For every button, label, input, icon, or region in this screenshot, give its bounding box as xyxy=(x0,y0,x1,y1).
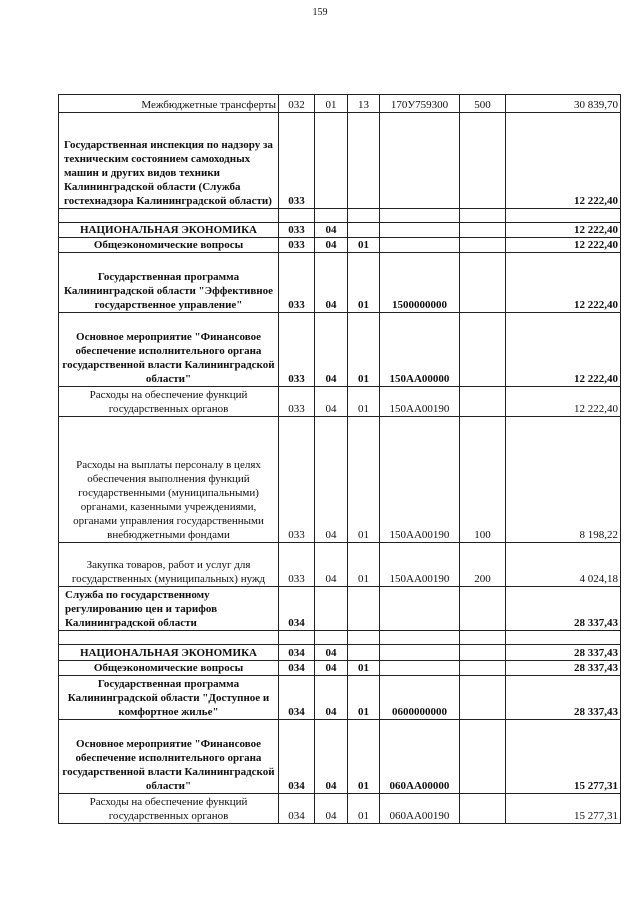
subsection-code: 01 xyxy=(348,253,380,313)
expense-type-code xyxy=(460,238,506,253)
spacer-cell xyxy=(380,631,460,645)
table-row xyxy=(59,587,621,631)
section-code xyxy=(315,113,348,209)
section-code: 04 xyxy=(315,238,348,253)
target-article-code xyxy=(380,645,460,661)
budget-table xyxy=(58,94,621,824)
table-row xyxy=(59,113,621,209)
table-row xyxy=(59,253,621,313)
amount: 4 024,18 xyxy=(506,543,621,587)
target-article-code: 0600000000 xyxy=(380,676,460,720)
section-code xyxy=(315,587,348,631)
item-name: Служба по государственному регулированию цен и тарифов Калининградской области xyxy=(59,587,279,631)
amount: 28 337,43 xyxy=(506,587,621,631)
amount: 12 222,40 xyxy=(506,238,621,253)
section-code: 04 xyxy=(315,387,348,417)
amount: 12 222,40 xyxy=(506,223,621,238)
admin-code: 034 xyxy=(279,587,315,631)
item-name: Межбюджетные трансферты xyxy=(59,95,279,113)
target-article-code xyxy=(380,587,460,631)
subsection-code: 01 xyxy=(348,676,380,720)
item-name: Закупка товаров, работ и услуг для государственных (муниципальных) нужд xyxy=(59,543,279,587)
subsection-code: 13 xyxy=(348,95,380,113)
amount: 30 839,70 xyxy=(506,95,621,113)
target-article-code xyxy=(380,661,460,676)
item-name: НАЦИОНАЛЬНАЯ ЭКОНОМИКА xyxy=(59,223,279,238)
admin-code: 033 xyxy=(279,223,315,238)
table-row xyxy=(59,95,621,113)
spacer-cell xyxy=(506,209,621,223)
admin-code: 034 xyxy=(279,676,315,720)
table-row xyxy=(59,223,621,238)
expense-type-code xyxy=(460,794,506,824)
subsection-code: 01 xyxy=(348,417,380,543)
admin-code: 033 xyxy=(279,313,315,387)
admin-code: 033 xyxy=(279,387,315,417)
table-row xyxy=(59,543,621,587)
section-code: 04 xyxy=(315,720,348,794)
target-article-code: 150АА00190 xyxy=(380,543,460,587)
target-article-code xyxy=(380,238,460,253)
admin-code: 034 xyxy=(279,661,315,676)
item-name: Государственная инспекция по надзору за техническим состоянием самоходных машин и других видов техники Калининградской области (Служба гостехнадзора Калининградской области) xyxy=(59,113,279,209)
table-row xyxy=(59,661,621,676)
subsection-code xyxy=(348,223,380,238)
section-code: 04 xyxy=(315,661,348,676)
amount: 8 198,22 xyxy=(506,417,621,543)
item-name: Общеэкономические вопросы xyxy=(59,238,279,253)
target-article-code xyxy=(380,113,460,209)
amount: 12 222,40 xyxy=(506,113,621,209)
amount: 15 277,31 xyxy=(506,794,621,824)
item-name: Основное мероприятие "Финансовое обеспечение исполнительного органа государственной власти Калининградской области" xyxy=(59,720,279,794)
section-code: 04 xyxy=(315,253,348,313)
expense-type-code xyxy=(460,645,506,661)
amount: 12 222,40 xyxy=(506,313,621,387)
admin-code: 032 xyxy=(279,95,315,113)
expense-type-code xyxy=(460,387,506,417)
item-name: Общеэкономические вопросы xyxy=(59,661,279,676)
admin-code: 034 xyxy=(279,794,315,824)
table-row xyxy=(59,417,621,543)
table-row xyxy=(59,720,621,794)
spacer-row xyxy=(59,631,621,645)
target-article-code xyxy=(380,223,460,238)
amount: 12 222,40 xyxy=(506,387,621,417)
spacer-cell xyxy=(380,209,460,223)
section-code: 04 xyxy=(315,794,348,824)
expense-type-code xyxy=(460,587,506,631)
amount: 28 337,43 xyxy=(506,645,621,661)
item-name: НАЦИОНАЛЬНАЯ ЭКОНОМИКА xyxy=(59,645,279,661)
table-row xyxy=(59,313,621,387)
section-code: 04 xyxy=(315,313,348,387)
table-row xyxy=(59,387,621,417)
spacer-cell xyxy=(348,209,380,223)
section-code: 04 xyxy=(315,676,348,720)
admin-code: 034 xyxy=(279,645,315,661)
admin-code: 033 xyxy=(279,417,315,543)
spacer-cell xyxy=(315,209,348,223)
subsection-code: 01 xyxy=(348,720,380,794)
spacer-cell xyxy=(59,209,279,223)
page-number: 159 xyxy=(312,7,328,18)
table-row xyxy=(59,238,621,253)
spacer-cell xyxy=(460,209,506,223)
item-name: Основное мероприятие "Финансовое обеспечение исполнительного органа государственной власти Калининградской области" xyxy=(59,313,279,387)
expense-type-code: 500 xyxy=(460,95,506,113)
expense-type-code: 100 xyxy=(460,417,506,543)
subsection-code xyxy=(348,587,380,631)
target-article-code: 150АА00190 xyxy=(380,387,460,417)
item-name: Расходы на обеспечение функций государственных органов xyxy=(59,387,279,417)
table-row xyxy=(59,645,621,661)
table-row xyxy=(59,794,621,824)
subsection-code: 01 xyxy=(348,543,380,587)
admin-code: 033 xyxy=(279,113,315,209)
amount: 12 222,40 xyxy=(506,253,621,313)
amount: 28 337,43 xyxy=(506,661,621,676)
subsection-code: 01 xyxy=(348,794,380,824)
spacer-cell xyxy=(279,631,315,645)
section-code: 04 xyxy=(315,543,348,587)
subsection-code: 01 xyxy=(348,238,380,253)
target-article-code: 060АА00190 xyxy=(380,794,460,824)
expense-type-code xyxy=(460,253,506,313)
target-article-code: 170У759300 xyxy=(380,95,460,113)
item-name: Государственная программа Калининградской области "Доступное и комфортное жилье" xyxy=(59,676,279,720)
target-article-code: 150АА00000 xyxy=(380,313,460,387)
expense-type-code xyxy=(460,313,506,387)
subsection-code: 01 xyxy=(348,387,380,417)
subsection-code: 01 xyxy=(348,661,380,676)
spacer-row xyxy=(59,209,621,223)
table-row xyxy=(59,676,621,720)
admin-code: 033 xyxy=(279,238,315,253)
expense-type-code xyxy=(460,223,506,238)
amount: 28 337,43 xyxy=(506,676,621,720)
item-name: Государственная программа Калининградской области "Эффективное государственное управление" xyxy=(59,253,279,313)
expense-type-code xyxy=(460,720,506,794)
spacer-cell xyxy=(279,209,315,223)
admin-code: 034 xyxy=(279,720,315,794)
section-code: 04 xyxy=(315,645,348,661)
subsection-code: 01 xyxy=(348,313,380,387)
target-article-code: 060АА00000 xyxy=(380,720,460,794)
section-code: 01 xyxy=(315,95,348,113)
spacer-cell xyxy=(315,631,348,645)
expense-type-code xyxy=(460,676,506,720)
spacer-cell xyxy=(348,631,380,645)
expense-type-code: 200 xyxy=(460,543,506,587)
spacer-cell xyxy=(59,631,279,645)
section-code: 04 xyxy=(315,223,348,238)
section-code: 04 xyxy=(315,417,348,543)
expense-type-code xyxy=(460,113,506,209)
item-name: Расходы на выплаты персоналу в целях обеспечения выполнения функций государственными (муниципальными) органами, казенными учреждениями, органами управления государственными внебюджетными фондами xyxy=(59,417,279,543)
target-article-code: 150АА00190 xyxy=(380,417,460,543)
subsection-code xyxy=(348,113,380,209)
spacer-cell xyxy=(460,631,506,645)
spacer-cell xyxy=(506,631,621,645)
item-name: Расходы на обеспечение функций государственных органов xyxy=(59,794,279,824)
target-article-code: 1500000000 xyxy=(380,253,460,313)
admin-code: 033 xyxy=(279,253,315,313)
amount: 15 277,31 xyxy=(506,720,621,794)
expense-type-code xyxy=(460,661,506,676)
admin-code: 033 xyxy=(279,543,315,587)
subsection-code xyxy=(348,645,380,661)
